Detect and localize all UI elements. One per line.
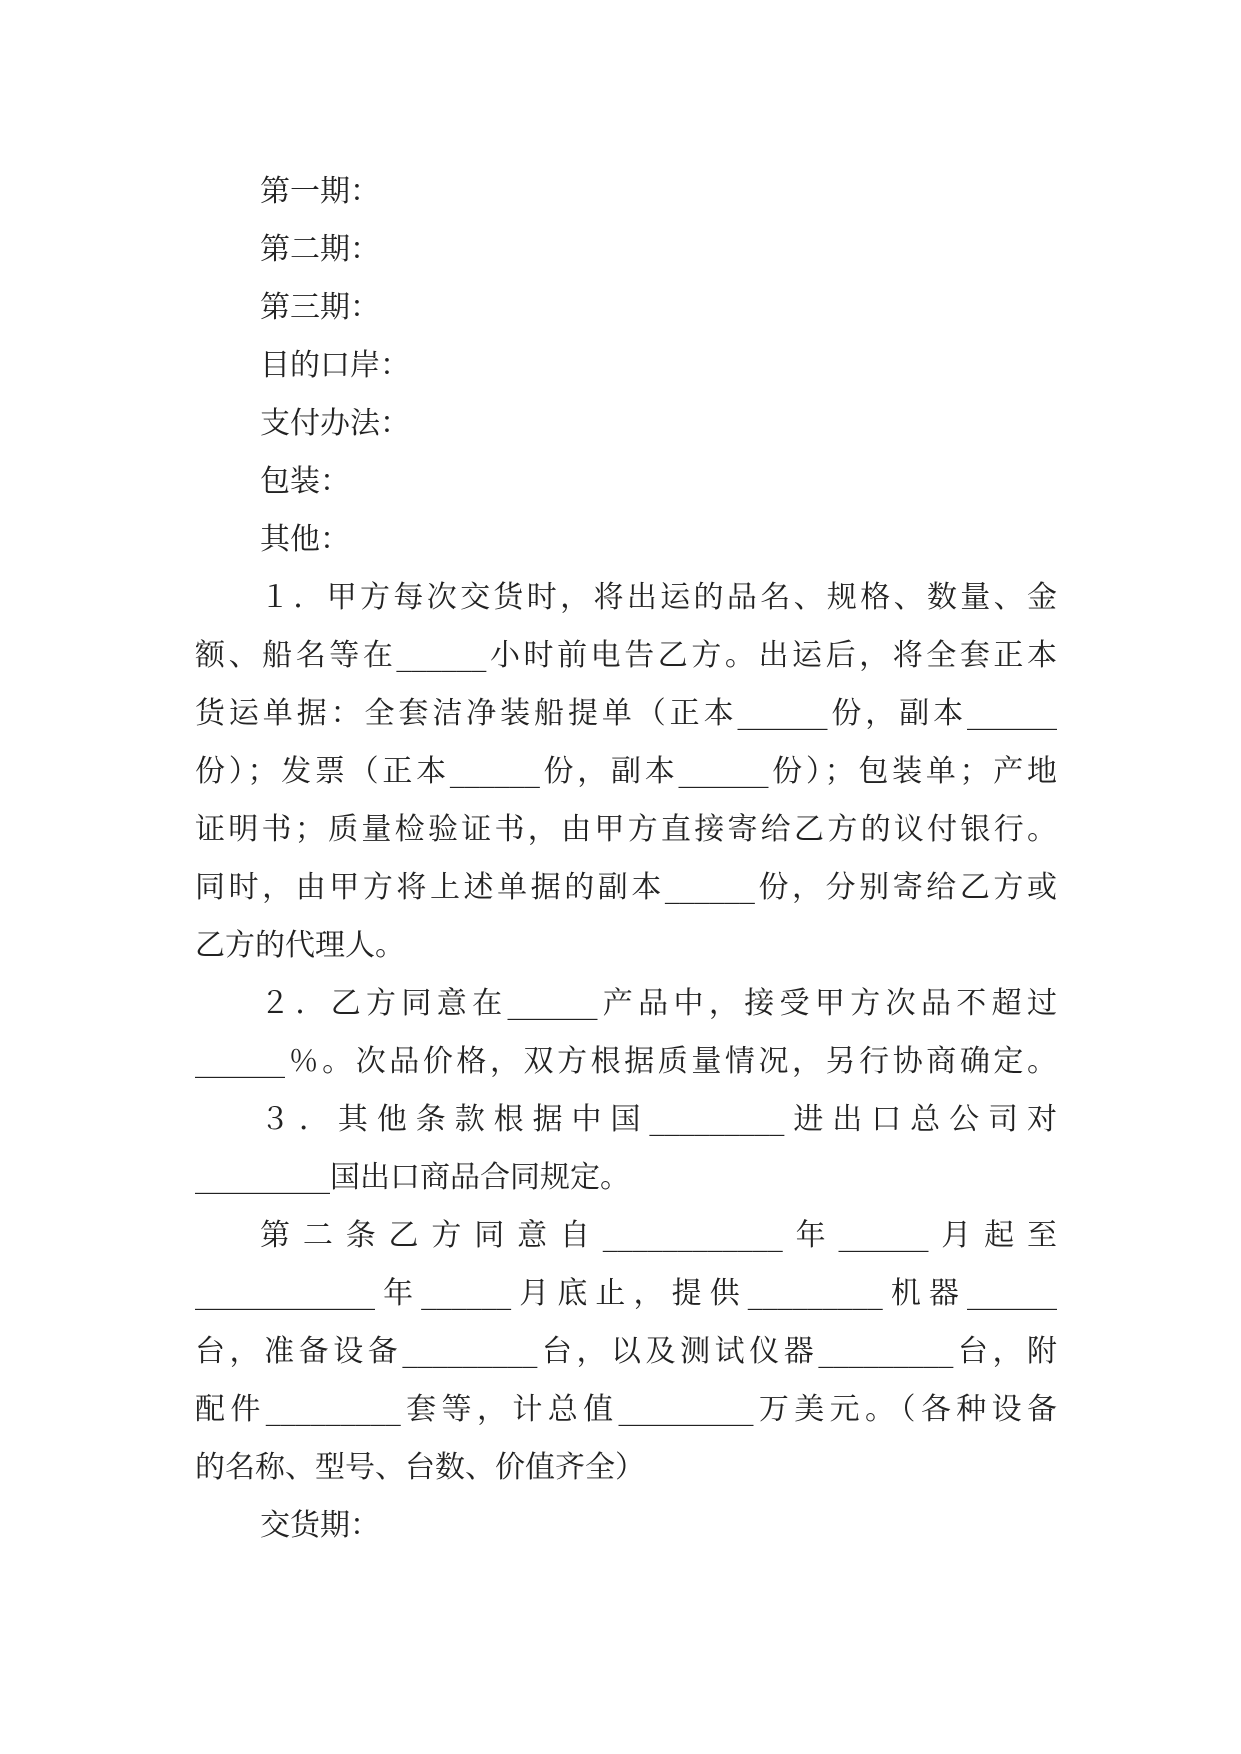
clause-3-line-1: ３．其他条款根据中国_________进出口总公司对 (260, 1102, 1057, 1137)
article-2-line-3: 台，准备设备_________台，以及测试仪器_________台，附 (195, 1334, 1057, 1369)
clause-1-line-6: 同时，由甲方将上述单据的副本______份，分别寄给乙方或 (195, 870, 1057, 905)
clause-1-line-2: 额、船名等在______小时前电告乙方。出运后，将全套正本 (195, 638, 1057, 673)
other-label: 其他： (260, 522, 350, 557)
packaging-label: 包装： (260, 464, 350, 499)
delivery-phase-3-label: 第三期： (260, 290, 380, 325)
document-body (195, 163, 1057, 1555)
clause-3-line-2: _________国出口商品合同规定。 (195, 1160, 630, 1195)
article-2-line-1: 第二条乙方同意自____________年______月起至 (260, 1218, 1057, 1253)
article-2-line-2: ____________年______月底止，提供_________机器______ (195, 1276, 1057, 1311)
clause-1-line-3: 货运单据：全套洁净装船提单（正本______份，副本______ (195, 696, 1057, 731)
article-2-line-5: 的名称、型号、台数、价值齐全） (195, 1450, 645, 1485)
clause-1-line-5: 证明书；质量检验证书，由甲方直接寄给乙方的议付银行。 (195, 812, 1057, 847)
article-2-line-4: 配件_________套等，计总值_________万美元。（各种设备 (195, 1392, 1057, 1427)
clause-1-line-1: １．甲方每次交货时，将出运的品名、规格、数量、金 (260, 580, 1057, 615)
delivery-phase-1-label: 第一期： (260, 174, 380, 209)
destination-port-label: 目的口岸： (260, 348, 410, 383)
delivery-date-label: 交货期： (260, 1508, 380, 1543)
clause-1-line-7: 乙方的代理人。 (195, 928, 405, 963)
payment-method-label: 支付办法： (260, 406, 410, 441)
clause-1-line-4: 份）；发票（正本______份，副本______份）；包装单；产地 (195, 754, 1057, 789)
clause-2-line-2: ______％。次品价格，双方根据质量情况，另行协商确定。 (195, 1044, 1057, 1079)
delivery-phase-2-label: 第二期： (260, 232, 380, 267)
clause-2-line-1: ２．乙方同意在______产品中，接受甲方次品不超过 (260, 986, 1057, 1021)
